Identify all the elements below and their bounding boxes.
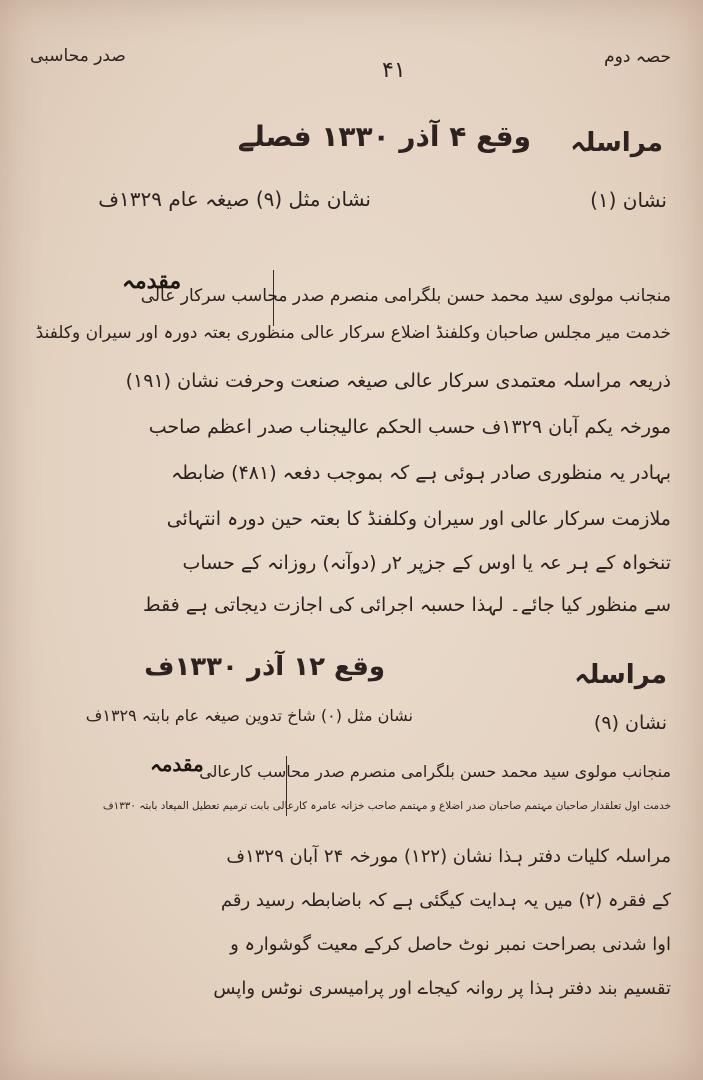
- section1-line-8: سے منظور کیا جائے۔ لہذا حسبہ اجرائی کی اجازت دیجاتی ہے فقط: [143, 594, 671, 616]
- section1-nishan: نشان (۱): [590, 188, 667, 212]
- section2-label: مراسلہ: [574, 660, 667, 690]
- section1-line-1: منجانب مولوی سید محمد حسن بلگرامی منصرم صدر محاسب سرکار عالی: [140, 286, 671, 306]
- section2-line-1: منجانب مولوی سید محمد حسن بلگرامی منصرم صدر محاسب کارعالی: [199, 762, 671, 781]
- section1-line-4: مورخہ یکم آبان ۱۳۲۹ف حسب الحکم عالیجناب صدر اعظم صاحب: [148, 416, 671, 438]
- section1-stamp: مقدمہ: [122, 268, 182, 294]
- header-part-label: حصہ دوم: [604, 47, 671, 67]
- section1-line-2: خدمت میر مجلس صاحبان وکلفنڈ اضلاع سرکار عالی منظوری بعتہ دورہ اور سیران وکلفنڈ: [35, 323, 671, 343]
- section1-file-ref: نشان مثل (۹) صیغہ عام ۱۳۲۹ف: [98, 187, 371, 211]
- section1-date: وقع ۴ آذر ۱۳۳۰ فصلے: [237, 120, 531, 153]
- section2-line-5: اوا شدنی بصراحت نمبر نوٹ حاصل کرکے معیت گوشوارہ و: [230, 934, 671, 955]
- section2-line-2: خدمت اول تعلقدار صاحبان مہتمم صاحبان صدر اضلاع و مہتمم صاحب خزانہ عامرہ کارعالی بابت ترمیم تعطیل المیعاد بابتہ ۱۳۳۰ف: [102, 800, 671, 812]
- section2-date: وقع ۱۲ آذر ۱۳۳۰ف: [144, 652, 385, 682]
- section2-file-ref: نشان مثل (۰) شاخ تدوین صیغہ عام بابتہ ۱۳۲۹ف: [85, 706, 413, 725]
- section1-line-6: ملازمت سرکار عالی اور سیران وکلفنڈ کا بعتہ حین دورہ انتہائی: [166, 508, 671, 530]
- section1-line-7: تنخواہ کے ہر عہ یا اوس کے جزپر ۲ر (دوآنہ) روزانہ کے حساب: [182, 552, 671, 574]
- section2-nishan: نشان (۹): [593, 712, 667, 734]
- header-department: صدر محاسبی: [30, 46, 126, 66]
- section2-line-6: تقسیم بند دفتر ہذا پر روانہ کیجاے اور پرامیسری نوٹس واپس: [213, 978, 671, 999]
- section2-line-4: کے فقرہ (۲) میں یہ ہدایت کیگئی ہے کہ باضابطہ رسید رقم: [220, 890, 671, 911]
- page-number: ۴۱: [382, 58, 406, 83]
- section1-line-5: بہادر یہ منظوری صادر ہوئی ہے کہ بموجب دفعہ (۴۸۱) ضابطہ: [171, 462, 671, 484]
- section2-stamp: مقدمہ: [150, 752, 204, 776]
- section1-line-3: ذریعہ مراسلہ معتمدی سرکار عالی صیغہ صنعت وحرفت نشان (۱۹۱): [125, 370, 671, 392]
- section1-label: مراسلہ: [570, 128, 663, 158]
- section2-line-3: مراسلہ کلیات دفتر ہذا نشان (۱۲۲) مورخہ ۲۴ آبان ۱۳۲۹ف: [226, 846, 671, 867]
